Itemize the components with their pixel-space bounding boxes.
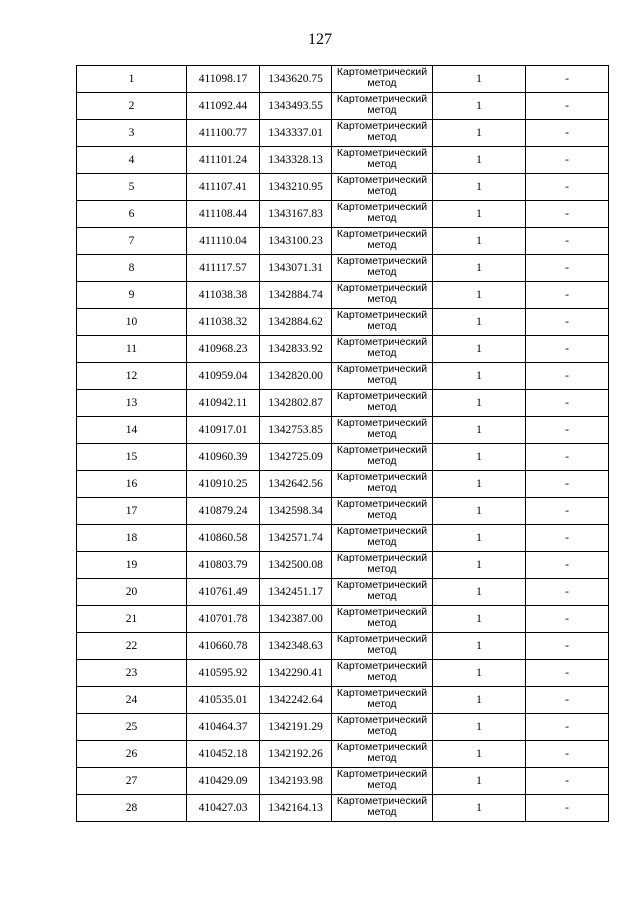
table-row <box>77 66 609 93</box>
accuracy-cell: 1 <box>433 255 526 282</box>
point-number-cell: 17 <box>77 498 187 525</box>
note-cell: - <box>526 309 609 336</box>
y-coordinate-cell: 1342598.34 <box>260 498 332 525</box>
table-row <box>77 174 609 201</box>
x-coordinate-cell: 411117.57 <box>187 255 260 282</box>
point-number-cell: 5 <box>77 174 187 201</box>
point-number-cell: 3 <box>77 120 187 147</box>
point-number-cell: 12 <box>77 363 187 390</box>
method-cell: Картометрический метод <box>332 687 433 714</box>
y-coordinate-cell: 1342192.26 <box>260 741 332 768</box>
coordinates-table <box>76 65 609 822</box>
x-coordinate-cell: 410803.79 <box>187 552 260 579</box>
point-number-cell: 9 <box>77 282 187 309</box>
note-cell: - <box>526 498 609 525</box>
x-coordinate-cell: 411100.77 <box>187 120 260 147</box>
table-row <box>77 552 609 579</box>
point-number-cell: 25 <box>77 714 187 741</box>
note-cell: - <box>526 417 609 444</box>
y-coordinate-cell: 1342833.92 <box>260 336 332 363</box>
accuracy-cell: 1 <box>433 309 526 336</box>
x-coordinate-cell: 410660.78 <box>187 633 260 660</box>
table-row <box>77 390 609 417</box>
x-coordinate-cell: 410464.37 <box>187 714 260 741</box>
y-coordinate-cell: 1342193.98 <box>260 768 332 795</box>
coordinates-table-body <box>77 66 609 822</box>
x-coordinate-cell: 410761.49 <box>187 579 260 606</box>
x-coordinate-cell: 411108.44 <box>187 201 260 228</box>
table-row <box>77 417 609 444</box>
x-coordinate-cell: 410917.01 <box>187 417 260 444</box>
note-cell: - <box>526 633 609 660</box>
table-row <box>77 606 609 633</box>
y-coordinate-cell: 1342242.64 <box>260 687 332 714</box>
point-number-cell: 15 <box>77 444 187 471</box>
y-coordinate-cell: 1342164.13 <box>260 795 332 822</box>
note-cell: - <box>526 552 609 579</box>
x-coordinate-cell: 410452.18 <box>187 741 260 768</box>
note-cell: - <box>526 687 609 714</box>
point-number-cell: 1 <box>77 66 187 93</box>
table-row <box>77 741 609 768</box>
x-coordinate-cell: 411101.24 <box>187 147 260 174</box>
table-row <box>77 579 609 606</box>
table-row <box>77 336 609 363</box>
table-row <box>77 471 609 498</box>
point-number-cell: 22 <box>77 633 187 660</box>
y-coordinate-cell: 1342348.63 <box>260 633 332 660</box>
accuracy-cell: 1 <box>433 633 526 660</box>
point-number-cell: 26 <box>77 741 187 768</box>
y-coordinate-cell: 1342820.00 <box>260 363 332 390</box>
accuracy-cell: 1 <box>433 579 526 606</box>
accuracy-cell: 1 <box>433 120 526 147</box>
x-coordinate-cell: 410910.25 <box>187 471 260 498</box>
x-coordinate-cell: 410595.92 <box>187 660 260 687</box>
method-cell: Картометрический метод <box>332 768 433 795</box>
point-number-cell: 24 <box>77 687 187 714</box>
accuracy-cell: 1 <box>433 147 526 174</box>
accuracy-cell: 1 <box>433 201 526 228</box>
point-number-cell: 7 <box>77 228 187 255</box>
table-row <box>77 201 609 228</box>
method-cell: Картометрический метод <box>332 390 433 417</box>
accuracy-cell: 1 <box>433 687 526 714</box>
y-coordinate-cell: 1342191.29 <box>260 714 332 741</box>
note-cell: - <box>526 336 609 363</box>
note-cell: - <box>526 201 609 228</box>
y-coordinate-cell: 1342500.08 <box>260 552 332 579</box>
note-cell: - <box>526 714 609 741</box>
x-coordinate-cell: 411107.41 <box>187 174 260 201</box>
note-cell: - <box>526 174 609 201</box>
point-number-cell: 27 <box>77 768 187 795</box>
y-coordinate-cell: 1342753.85 <box>260 417 332 444</box>
table-row <box>77 255 609 282</box>
accuracy-cell: 1 <box>433 525 526 552</box>
accuracy-cell: 1 <box>433 444 526 471</box>
note-cell: - <box>526 471 609 498</box>
table-row <box>77 363 609 390</box>
point-number-cell: 19 <box>77 552 187 579</box>
x-coordinate-cell: 410427.03 <box>187 795 260 822</box>
method-cell: Картометрический метод <box>332 741 433 768</box>
method-cell: Картометрический метод <box>332 471 433 498</box>
method-cell: Картометрический метод <box>332 633 433 660</box>
table-row <box>77 228 609 255</box>
note-cell: - <box>526 525 609 552</box>
method-cell: Картометрический метод <box>332 552 433 579</box>
method-cell: Картометрический метод <box>332 201 433 228</box>
point-number-cell: 11 <box>77 336 187 363</box>
point-number-cell: 18 <box>77 525 187 552</box>
accuracy-cell: 1 <box>433 795 526 822</box>
method-cell: Картометрический метод <box>332 498 433 525</box>
accuracy-cell: 1 <box>433 498 526 525</box>
note-cell: - <box>526 228 609 255</box>
y-coordinate-cell: 1342642.56 <box>260 471 332 498</box>
point-number-cell: 21 <box>77 606 187 633</box>
accuracy-cell: 1 <box>433 174 526 201</box>
method-cell: Картометрический метод <box>332 714 433 741</box>
note-cell: - <box>526 390 609 417</box>
accuracy-cell: 1 <box>433 66 526 93</box>
x-coordinate-cell: 411098.17 <box>187 66 260 93</box>
y-coordinate-cell: 1342884.74 <box>260 282 332 309</box>
accuracy-cell: 1 <box>433 282 526 309</box>
table-row <box>77 660 609 687</box>
method-cell: Картометрический метод <box>332 309 433 336</box>
table-row <box>77 147 609 174</box>
x-coordinate-cell: 410968.23 <box>187 336 260 363</box>
y-coordinate-cell: 1343100.23 <box>260 228 332 255</box>
x-coordinate-cell: 411092.44 <box>187 93 260 120</box>
point-number-cell: 28 <box>77 795 187 822</box>
accuracy-cell: 1 <box>433 390 526 417</box>
point-number-cell: 23 <box>77 660 187 687</box>
note-cell: - <box>526 282 609 309</box>
y-coordinate-cell: 1342884.62 <box>260 309 332 336</box>
table-row <box>77 633 609 660</box>
point-number-cell: 6 <box>77 201 187 228</box>
method-cell: Картометрический метод <box>332 66 433 93</box>
y-coordinate-cell: 1343337.01 <box>260 120 332 147</box>
table-row <box>77 309 609 336</box>
note-cell: - <box>526 579 609 606</box>
y-coordinate-cell: 1342290.41 <box>260 660 332 687</box>
accuracy-cell: 1 <box>433 336 526 363</box>
note-cell: - <box>526 147 609 174</box>
note-cell: - <box>526 363 609 390</box>
table-row <box>77 444 609 471</box>
accuracy-cell: 1 <box>433 768 526 795</box>
method-cell: Картометрический метод <box>332 174 433 201</box>
point-number-cell: 14 <box>77 417 187 444</box>
note-cell: - <box>526 66 609 93</box>
method-cell: Картометрический метод <box>332 795 433 822</box>
y-coordinate-cell: 1342725.09 <box>260 444 332 471</box>
method-cell: Картометрический метод <box>332 282 433 309</box>
method-cell: Картометрический метод <box>332 525 433 552</box>
table-row <box>77 768 609 795</box>
page-number: 127 <box>308 31 332 48</box>
note-cell: - <box>526 741 609 768</box>
x-coordinate-cell: 410879.24 <box>187 498 260 525</box>
method-cell: Картометрический метод <box>332 660 433 687</box>
accuracy-cell: 1 <box>433 741 526 768</box>
point-number-cell: 20 <box>77 579 187 606</box>
note-cell: - <box>526 93 609 120</box>
y-coordinate-cell: 1343493.55 <box>260 93 332 120</box>
y-coordinate-cell: 1342451.17 <box>260 579 332 606</box>
accuracy-cell: 1 <box>433 660 526 687</box>
table-row <box>77 687 609 714</box>
method-cell: Картометрический метод <box>332 606 433 633</box>
note-cell: - <box>526 120 609 147</box>
x-coordinate-cell: 410860.58 <box>187 525 260 552</box>
accuracy-cell: 1 <box>433 471 526 498</box>
accuracy-cell: 1 <box>433 93 526 120</box>
method-cell: Картометрический метод <box>332 336 433 363</box>
point-number-cell: 4 <box>77 147 187 174</box>
accuracy-cell: 1 <box>433 606 526 633</box>
point-number-cell: 10 <box>77 309 187 336</box>
method-cell: Картометрический метод <box>332 255 433 282</box>
note-cell: - <box>526 660 609 687</box>
x-coordinate-cell: 411038.32 <box>187 309 260 336</box>
point-number-cell: 16 <box>77 471 187 498</box>
table-row <box>77 795 609 822</box>
accuracy-cell: 1 <box>433 228 526 255</box>
x-coordinate-cell: 411038.38 <box>187 282 260 309</box>
table-row <box>77 93 609 120</box>
table-row <box>77 525 609 552</box>
note-cell: - <box>526 606 609 633</box>
method-cell: Картометрический метод <box>332 93 433 120</box>
y-coordinate-cell: 1343620.75 <box>260 66 332 93</box>
y-coordinate-cell: 1342571.74 <box>260 525 332 552</box>
note-cell: - <box>526 255 609 282</box>
y-coordinate-cell: 1343071.31 <box>260 255 332 282</box>
method-cell: Картометрический метод <box>332 147 433 174</box>
table-row <box>77 120 609 147</box>
y-coordinate-cell: 1343210.95 <box>260 174 332 201</box>
accuracy-cell: 1 <box>433 714 526 741</box>
y-coordinate-cell: 1342387.00 <box>260 606 332 633</box>
x-coordinate-cell: 410535.01 <box>187 687 260 714</box>
y-coordinate-cell: 1343167.83 <box>260 201 332 228</box>
x-coordinate-cell: 410959.04 <box>187 363 260 390</box>
note-cell: - <box>526 795 609 822</box>
point-number-cell: 8 <box>77 255 187 282</box>
method-cell: Картометрический метод <box>332 579 433 606</box>
table-row <box>77 714 609 741</box>
x-coordinate-cell: 410429.09 <box>187 768 260 795</box>
method-cell: Картометрический метод <box>332 444 433 471</box>
x-coordinate-cell: 411110.04 <box>187 228 260 255</box>
method-cell: Картометрический метод <box>332 417 433 444</box>
x-coordinate-cell: 410960.39 <box>187 444 260 471</box>
method-cell: Картометрический метод <box>332 228 433 255</box>
point-number-cell: 2 <box>77 93 187 120</box>
x-coordinate-cell: 410701.78 <box>187 606 260 633</box>
point-number-cell: 13 <box>77 390 187 417</box>
accuracy-cell: 1 <box>433 552 526 579</box>
x-coordinate-cell: 410942.11 <box>187 390 260 417</box>
table-row <box>77 498 609 525</box>
note-cell: - <box>526 444 609 471</box>
accuracy-cell: 1 <box>433 417 526 444</box>
table-row <box>77 282 609 309</box>
y-coordinate-cell: 1342802.87 <box>260 390 332 417</box>
note-cell: - <box>526 768 609 795</box>
y-coordinate-cell: 1343328.13 <box>260 147 332 174</box>
accuracy-cell: 1 <box>433 363 526 390</box>
method-cell: Картометрический метод <box>332 120 433 147</box>
method-cell: Картометрический метод <box>332 363 433 390</box>
